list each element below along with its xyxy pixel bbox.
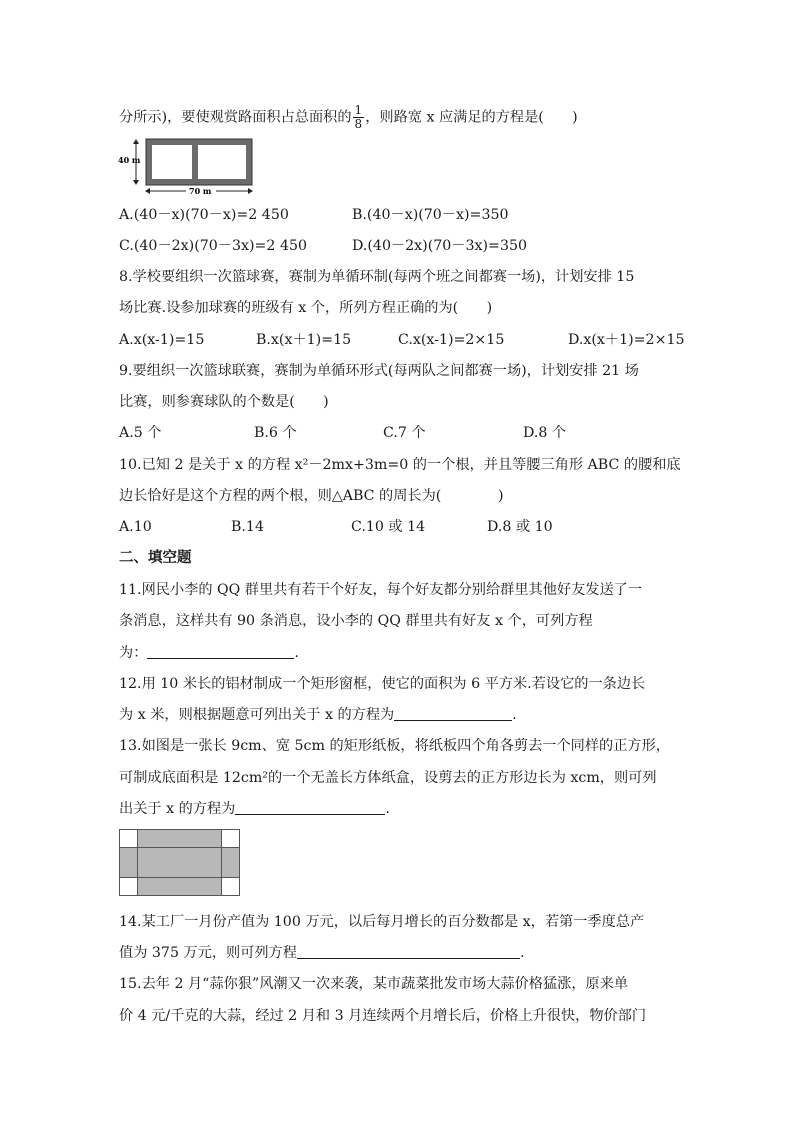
garden-left-plot [152, 145, 192, 179]
q12-answer-line: 为 x 米，则根据题意可列出关于 x 的方程为 . [119, 707, 517, 723]
q13-answer-blank[interactable] [235, 799, 385, 815]
q9-option-c: C.7 个 [383, 425, 426, 441]
q7-option-d: D.(40－2x)(70－3x)=350 [352, 238, 528, 254]
height-label: 40 m [118, 155, 141, 165]
q9-stem-line-1: 9.要组织一次篮球联赛，赛制为单循环形式(每两队之间都赛一场)，计划安排 21 场 [119, 363, 639, 379]
q13-answer-line: 出关于 x 的方程为 . [119, 801, 390, 817]
q8-option-b: B.x(x＋1)=15 [256, 332, 352, 348]
q14-answer-blank[interactable] [297, 943, 520, 959]
width-arrow-right [248, 188, 253, 194]
q7-garden-figure [116, 136, 256, 198]
q9-stem-line-2: 比赛，则参赛球队的个数是( ) [119, 394, 329, 410]
q8-option-a: A.x(x-1)=15 [119, 332, 205, 348]
q8-option-c: C.x(x-1)=2×15 [398, 332, 505, 348]
q7-stem-line: 分所示)，要使观赏路面积占总面积的 $\frac{1}{8}$ ，则路宽 x 应满足的方程是( ) [119, 103, 578, 131]
q9-option-a: A.5 个 [119, 425, 162, 441]
q10-option-c: C.10 或 14 [351, 519, 426, 535]
q11-stem-line-2: 条消息，这样共有 90 条消息，设小李的 QQ 群里共有好友 x 个，可列方程 [119, 613, 593, 629]
q11-stem-line-1: 11.网民小李的 QQ 群里共有若干个好友，每个好友都分别给群里其他好友发送了一 [119, 582, 643, 598]
corner-square-top-left [120, 830, 138, 848]
q11-answer-blank[interactable] [147, 643, 294, 659]
corner-square-bottom-left [120, 878, 138, 896]
q15-stem-line-1: 15.去年 2 月“蒜你狠”风潮又一次来袭，某市蔬菜批发市场大蒜价格猛涨，原来单 [119, 976, 629, 992]
q7-option-b: B.(40－x)(70－x)=350 [352, 207, 509, 223]
width-arrow-left [145, 188, 150, 194]
one-eighth-fraction: $\frac{1}{8}$ [354, 103, 363, 131]
q14-answer-line: 值为 375 万元，则可列方程 . [119, 945, 525, 961]
q8-stem-line-1: 8.学校要组织一次篮球赛，赛制为单循环制(每两个班之间都赛一场)，计划安排 15 [119, 269, 635, 285]
garden-right-plot [198, 145, 246, 179]
q12-stem-line-1: 12.用 10 米长的铝材制成一个矩形窗框，使它的面积为 6 平方米.若设它的一条边长 [119, 676, 646, 692]
q13-stem-line-1: 13.如图是一张长 9cm、宽 5cm 的矩形纸板，将纸板四个角各剪去一个同样的正方形， [119, 738, 670, 754]
q10-stem-line-1: 10.已知 2 是关于 x 的方程 x²－2mx+3m=0 的一个根，并且等腰三角形 ABC 的腰和底 [119, 457, 681, 473]
q7-option-a: A.(40－x)(70－x)=2 450 [119, 207, 289, 223]
section-fill-in-title: 二、填空题 [119, 550, 192, 566]
q13-cardboard-figure [119, 829, 241, 897]
width-label: 70 m [189, 186, 212, 196]
q8-option-d: D.x(x＋1)=2×15 [568, 332, 685, 348]
q10-option-b: B.14 [231, 519, 264, 535]
corner-square-top-right [222, 830, 240, 848]
q11-answer-line: 为： . [119, 645, 299, 661]
height-arrow-down [133, 180, 139, 185]
q10-option-a: A.10 [119, 519, 152, 535]
corner-square-bottom-right [222, 878, 240, 896]
height-arrow-up [133, 139, 139, 144]
q10-stem-line-2: 边长恰好是这个方程的两个根，则△ABC 的周长为( ) [119, 488, 504, 504]
q10-option-d: D.8 或 10 [487, 519, 553, 535]
q9-option-d: D.8 个 [523, 425, 567, 441]
q7-option-c: C.(40－2x)(70－3x)=2 450 [119, 238, 308, 254]
q13-stem-line-2: 可制成底面积是 12cm²的一个无盖长方体纸盒，设剪去的正方形边长为 xcm，则可列 [119, 770, 657, 786]
q12-answer-blank[interactable] [394, 705, 512, 721]
q8-stem-line-2: 场比赛.设参加球赛的班级有 x 个，所列方程正确的为( ) [119, 300, 493, 316]
q9-option-b: B.6 个 [254, 425, 297, 441]
q14-stem-line-1: 14.某工厂一月份产值为 100 万元，以后每月增长的百分数都是 x，若第一季度总产 [119, 914, 645, 930]
q15-stem-line-2: 价 4 元/千克的大蒜，经过 2 月和 3 月连续两个月增长后，价格上升很快，物价部门 [119, 1008, 647, 1024]
